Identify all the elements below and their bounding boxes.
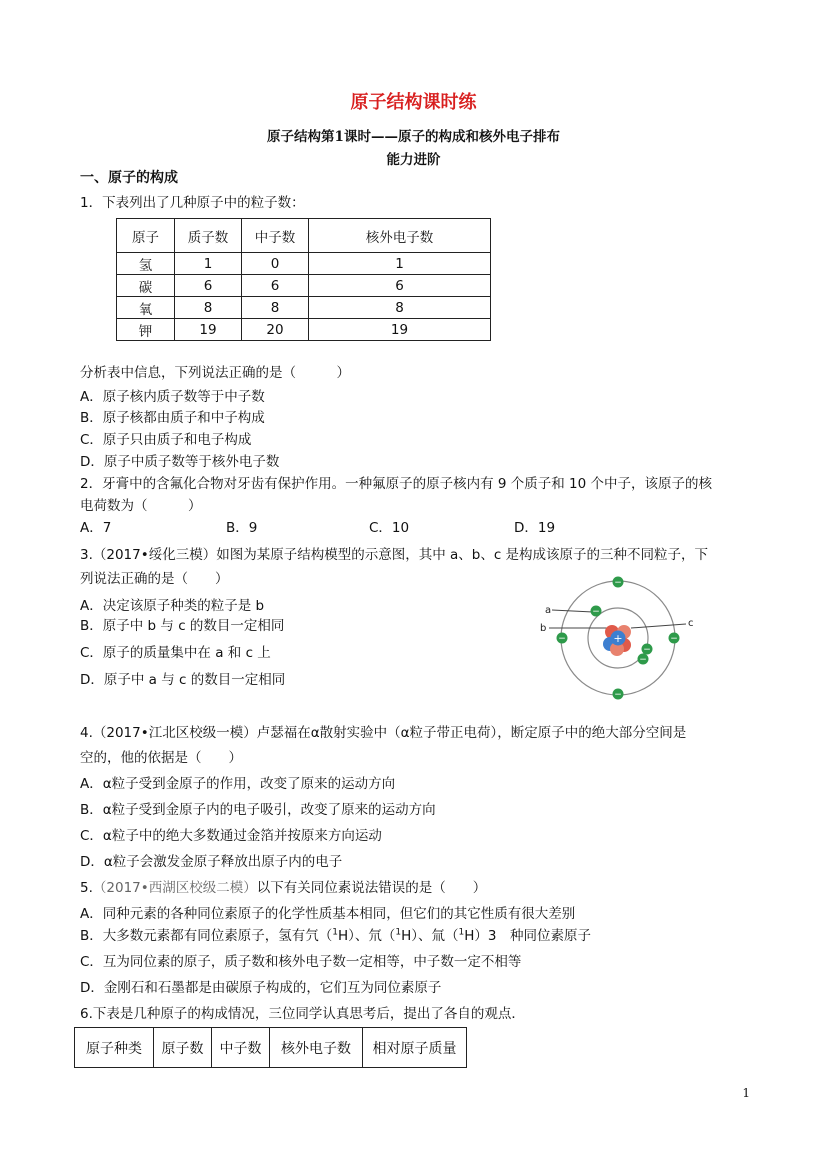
- q3-stem-line2: 列说法正确的是（ ）: [80, 571, 229, 587]
- q1-stem: 1．下表列出了几种原子中的粒子数：: [80, 195, 305, 211]
- section-heading: 一、原子的构成: [80, 170, 178, 186]
- table-header: 质子数: [175, 219, 242, 253]
- table-cell: 19: [309, 319, 491, 341]
- table-cell: 6: [175, 275, 242, 297]
- q3-stem-line1: 3.（2017•绥化三模）如图为某原子结构模型的示意图，其中 a、b、c 是构成该原子的三种不同粒子，下: [80, 547, 709, 563]
- page-number: 1: [742, 1086, 750, 1100]
- lesson-subtitle: 原子结构第1课时——原子的构成和核外电子排布: [267, 129, 560, 145]
- electron-sign: −: [614, 690, 622, 700]
- q4-option-c: C．α粒子中的绝大多数通过金箔并按原来方向运动: [80, 828, 382, 844]
- q2-option-a: A．7: [80, 520, 112, 536]
- particle-table: [116, 218, 491, 341]
- table-header: 核外电子数: [309, 219, 491, 253]
- electron-sign: −: [592, 607, 600, 617]
- table-cell: 1: [175, 253, 242, 275]
- plus-sign: +: [613, 632, 623, 645]
- table-header: 原子种类: [75, 1028, 154, 1068]
- q2-stem-line2: 电荷数为（ ）: [80, 498, 202, 514]
- q3-option-a: A．决定该原子种类的粒子是 b: [80, 598, 265, 614]
- superscript: 1: [332, 927, 338, 938]
- q4-stem-line2: 空的，他的依据是（ ）: [80, 750, 242, 766]
- q5-option-b-text: H）3 种同位素原子: [464, 928, 592, 944]
- q1-prompt: 分析表中信息，下列说法正确的是（ ）: [80, 365, 350, 381]
- level-heading: 能力进阶: [386, 152, 441, 168]
- electron-sign: −: [614, 578, 622, 588]
- table-cell: 19: [175, 319, 242, 341]
- label-c: c: [688, 618, 694, 629]
- q4-option-d: D．α粒子会激发金原子释放出原子内的电子: [80, 854, 343, 870]
- q2-option-d: D．19: [514, 520, 556, 536]
- table-header: 原子数: [154, 1028, 212, 1068]
- q1-option-a: A．原子核内质子数等于中子数: [80, 389, 265, 405]
- table-cell: 碳: [117, 275, 175, 297]
- q5-stem: [80, 876, 486, 896]
- q5-option-c: C．互为同位素的原子，质子数和核外电子数一定相等，中子数一定不相等: [80, 954, 522, 970]
- table-cell: 氢: [117, 253, 175, 275]
- page-title: 原子结构课时练: [350, 92, 477, 113]
- q3-option-c: C．原子的质量集中在 a 和 c 上: [80, 645, 271, 661]
- table-cell: 6: [242, 275, 309, 297]
- q5-source: （2017•西湖区校级二模）: [92, 880, 257, 896]
- atom-model-diagram: [536, 570, 706, 705]
- table-cell: 氧: [117, 297, 175, 319]
- nucleus: [603, 625, 631, 656]
- label-a-leader: [552, 610, 593, 612]
- q5-option-b: [80, 924, 591, 944]
- q6-stem: 6.下表是几种原子的构成情况，三位同学认真思考后，提出了各自的观点．: [80, 1006, 525, 1022]
- table-header: 相对原子质量: [363, 1028, 467, 1068]
- table-header: 原子: [117, 219, 175, 253]
- q5-question: 以下有关同位素说法错误的是（ ）: [256, 880, 487, 896]
- electron-sign: −: [558, 634, 566, 644]
- atom-composition-table: [74, 1027, 467, 1068]
- electron-sign: −: [643, 645, 651, 655]
- table-cell: 0: [242, 253, 309, 275]
- q5-option-d: D．金刚石和石墨都是由碳原子构成的，它们互为同位素原子: [80, 980, 442, 996]
- table-cell: 8: [309, 297, 491, 319]
- superscript: 1: [458, 927, 465, 938]
- q4-option-b: B．α粒子受到金原子内的电子吸引，改变了原来的运动方向: [80, 802, 436, 818]
- q5-number: 5.: [80, 880, 93, 896]
- table-header: 中子数: [212, 1028, 270, 1068]
- q1-option-c: C．原子只由质子和电子构成: [80, 432, 252, 448]
- table-header: 核外电子数: [270, 1028, 363, 1068]
- table-cell: 6: [309, 275, 491, 297]
- table-cell: 钾: [117, 319, 175, 341]
- label-a: a: [545, 605, 552, 616]
- q4-option-a: A．α粒子受到金原子的作用，改变了原来的运动方向: [80, 776, 396, 792]
- q5-option-b-text: H）、氚（: [401, 928, 459, 944]
- q5-option-a: A．同种元素的各种同位素原子的化学性质基本相同，但它们的其它性质有很大差别: [80, 906, 576, 922]
- table-cell: 1: [309, 253, 491, 275]
- table-header: 中子数: [242, 219, 309, 253]
- label-b: b: [540, 623, 547, 634]
- q5-option-b-text: B．大多数元素都有同位素原子，氢有氕（: [80, 928, 333, 944]
- q1-option-d: D．原子中质子数等于核外电子数: [80, 454, 280, 470]
- q2-option-c: C．10: [369, 520, 410, 536]
- electron-sign: −: [670, 634, 678, 644]
- superscript: 1: [395, 927, 402, 938]
- table-cell: 8: [242, 297, 309, 319]
- electron-sign: −: [639, 655, 647, 665]
- q4-stem-line1: 4.（2017•江北区校级一模）卢瑟福在α散射实验中（α粒子带正电荷），断定原子中的绝大部分空间是: [80, 725, 687, 741]
- q2-stem-line1: 2．牙膏中的含氟化合物对牙齿有保护作用。一种氟原子的原子核内有 9 个质子和 10 个中子，该原子的核: [80, 476, 713, 492]
- q1-option-b: B．原子核都由质子和中子构成: [80, 410, 265, 426]
- q5-option-b-text: H）、氘（: [338, 928, 396, 944]
- table-cell: 20: [242, 319, 309, 341]
- q3-option-b: B．原子中 b 与 c 的数目一定相同: [80, 618, 285, 634]
- table-cell: 8: [175, 297, 242, 319]
- q3-option-d: D．原子中 a 与 c 的数目一定相同: [80, 672, 286, 688]
- label-c-leader: [631, 624, 686, 628]
- q2-option-b: B．9: [226, 520, 258, 536]
